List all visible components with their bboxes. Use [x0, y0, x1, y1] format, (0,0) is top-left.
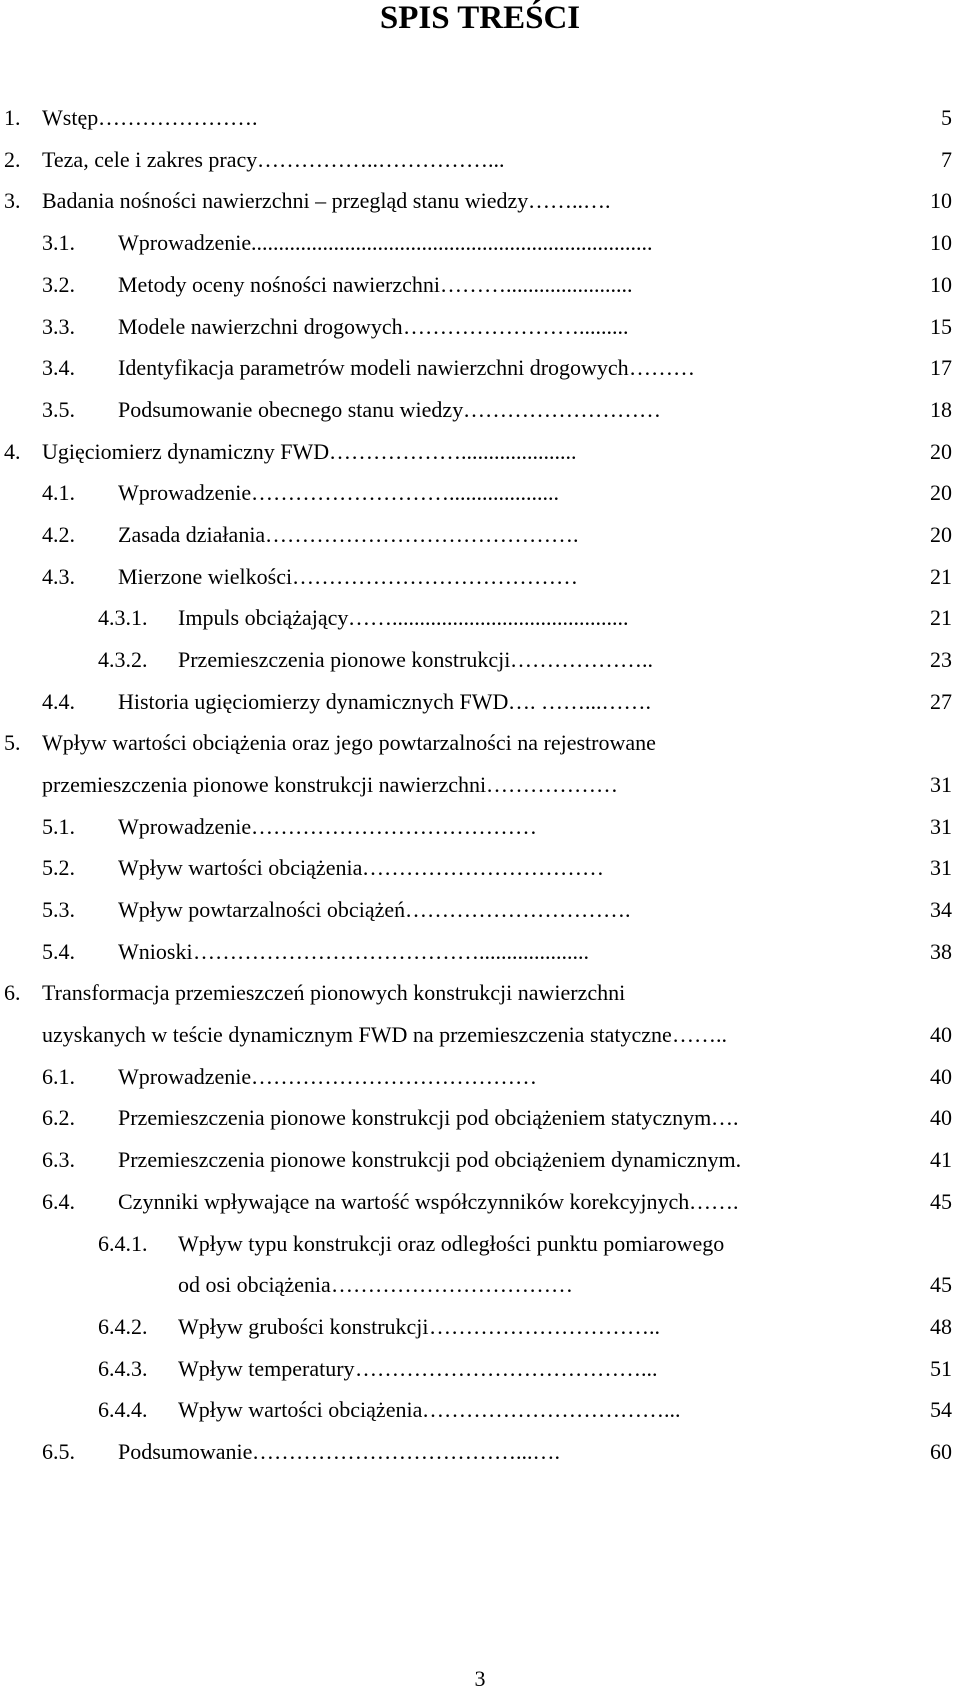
toc-entry-title: Teza, cele i zakres pracy	[42, 147, 258, 172]
toc-entry-number: 4.3.1.	[98, 605, 148, 630]
toc-entry	[4, 520, 952, 550]
toc-entry-page: 21	[930, 564, 952, 589]
toc-entry-leader: ……………..……………...	[257, 147, 505, 172]
toc-entry	[4, 1145, 952, 1175]
toc-entry-number: 3.5.	[42, 397, 75, 422]
toc-entry-number: 6.4.3.	[98, 1356, 148, 1381]
toc-entry-page: 10	[930, 272, 952, 297]
toc-entry-title: Wpływ typu konstrukcji oraz odległości punktu pomiarowego	[178, 1231, 725, 1256]
toc-entry-page: 31	[930, 814, 952, 839]
toc-entry-leader: ……………………………	[362, 855, 604, 880]
toc-entry-page: 18	[930, 397, 952, 422]
toc-entry-leader: ……………….....................	[329, 439, 577, 464]
toc-entry	[4, 1270, 952, 1300]
toc-entry-title: Metody oceny nośności nawierzchni	[118, 272, 440, 297]
toc-entry-leader: …………………………………	[251, 814, 537, 839]
toc-entry-page: 20	[930, 480, 952, 505]
toc-entry-title: Zasada działania	[118, 522, 266, 547]
toc-entry-page: 27	[930, 689, 952, 714]
toc-entry-title: Modele nawierzchni drogowych	[118, 314, 403, 339]
toc-entry-page: 40	[930, 1064, 952, 1089]
toc-entry-number: 5.3.	[42, 897, 75, 922]
toc-entry-leader: ………………	[486, 772, 618, 797]
toc-entry-number: 2.	[4, 147, 21, 172]
toc-entry-leader: ……………………………...	[422, 1397, 681, 1422]
toc-entry-page: 15	[930, 314, 952, 339]
toc-entry-leader: …….	[689, 1189, 739, 1214]
toc-entry-title: Wpływ wartości obciążenia	[118, 855, 363, 880]
toc-entry-number: 3.	[4, 188, 21, 213]
toc-entry-page: 10	[930, 230, 952, 255]
toc-entry-page: 45	[930, 1189, 952, 1214]
toc-entry-number: 6.3.	[42, 1147, 75, 1172]
toc-entry-page: 51	[930, 1356, 952, 1381]
toc-entry	[4, 853, 952, 883]
toc-entry	[4, 186, 952, 216]
toc-entry-number: 6.1.	[42, 1064, 75, 1089]
toc-entry-title: Podsumowanie	[118, 1439, 253, 1464]
toc-entry	[4, 437, 952, 467]
toc-entry-number: 6.2.	[42, 1105, 75, 1130]
toc-entry-title: Historia ugięciomierzy dynamicznych FWD	[118, 689, 509, 714]
toc-entry-page: 45	[930, 1272, 952, 1297]
toc-entry-number: 4.3.2.	[98, 647, 148, 672]
toc-entry-title: przemieszczenia pionowe konstrukcji nawierzchni	[42, 772, 487, 797]
toc-entry-page: 7	[941, 147, 952, 172]
toc-entry-title: Identyfikacja parametrów modeli nawierzchni drogowych	[118, 355, 629, 380]
toc-entry	[4, 312, 952, 342]
toc-entry	[4, 228, 952, 258]
toc-entry-title: Przemieszczenia pionowe konstrukcji pod obciążeniem statycznym	[118, 1105, 712, 1130]
toc-entry-title: Wpływ temperatury	[178, 1356, 355, 1381]
toc-entry-number: 5.1.	[42, 814, 75, 839]
toc-entry-leader: ………………………	[463, 397, 661, 422]
toc-entry-number: 3.3.	[42, 314, 75, 339]
toc-entry-number: 3.2.	[42, 272, 75, 297]
toc-entry-title: Wpływ wartości obciążenia	[178, 1397, 423, 1422]
toc-entry-page: 31	[930, 772, 952, 797]
toc-entry-page: 5	[941, 105, 952, 130]
toc-entry	[4, 1437, 952, 1467]
toc-entry-title: Podsumowanie obecnego stanu wiedzy	[118, 397, 464, 422]
toc-entry-page: 40	[930, 1022, 952, 1047]
toc-entry-leader: ………	[629, 355, 695, 380]
toc-entry-leader: …………………….........	[403, 314, 629, 339]
toc-entry	[4, 978, 952, 1008]
toc-entry-leader: ….	[711, 1105, 739, 1130]
toc-entry-page: 34	[930, 897, 952, 922]
toc-entry-leader: …………………………………	[251, 1064, 537, 1089]
toc-entry-title: Impuls obciążający	[178, 605, 349, 630]
toc-entry-title: Transformacja przemieszczeń pionowych konstrukcji nawierzchni	[42, 980, 626, 1005]
toc-entry	[4, 770, 952, 800]
toc-entry-number: 6.4.4.	[98, 1397, 148, 1422]
toc-entry-title: Wprowadzenie	[118, 480, 252, 505]
toc-entry	[4, 562, 952, 592]
toc-entry-number: 5.	[4, 730, 21, 755]
toc-entry-number: 4.2.	[42, 522, 75, 547]
toc-entry-page: 20	[930, 439, 952, 464]
toc-entry-page: 21	[930, 605, 952, 630]
toc-entry-number: 4.3.	[42, 564, 75, 589]
toc-entry	[4, 1312, 952, 1342]
toc-entry-leader: ……..	[672, 1022, 727, 1047]
toc-entry-leader: ……….......................	[440, 272, 633, 297]
toc-entry-page: 60	[930, 1439, 952, 1464]
toc-entry	[4, 1354, 952, 1384]
toc-entry-leader: ………………………………...….	[252, 1439, 560, 1464]
toc-entry-page: 31	[930, 855, 952, 880]
toc-entry-title: uzyskanych w teście dynamicznym FWD na przemieszczenia statyczne	[42, 1022, 672, 1047]
toc-entry-title: Wprowadzenie	[118, 230, 252, 255]
toc-entry-page: 17	[930, 355, 952, 380]
toc-entry-title: Wstęp	[42, 105, 99, 130]
toc-entry-number: 4.	[4, 439, 21, 464]
toc-entry	[4, 103, 952, 133]
toc-entry-title: Badania nośności nawierzchni – przegląd stanu wiedzy	[42, 188, 529, 213]
toc-entry	[4, 1229, 952, 1259]
toc-entry-page: 40	[930, 1105, 952, 1130]
page-title: SPIS TREŚCI	[379, 0, 581, 36]
toc-entry-number: 5.4.	[42, 939, 75, 964]
toc-entry-leader: .........................................................................	[251, 230, 653, 255]
toc-entry-page: 41	[930, 1147, 952, 1172]
toc-entry	[4, 645, 952, 675]
toc-entry	[4, 353, 952, 383]
toc-entry-number: 4.1.	[42, 480, 75, 505]
toc-entry-title: Przemieszczenia pionowe konstrukcji pod obciążeniem dynamicznym.	[118, 1147, 742, 1172]
toc-entry-number: 3.1.	[42, 230, 75, 255]
toc-entry-page: 23	[930, 647, 952, 672]
toc-entry-number: 5.2.	[42, 855, 75, 880]
toc-entry-title: Ugięciomierz dynamiczny FWD	[42, 439, 330, 464]
toc-entry-page: 10	[930, 188, 952, 213]
toc-entry-page: 38	[930, 939, 952, 964]
toc-entry-leader: …………………………………	[292, 564, 578, 589]
toc-entry	[4, 812, 952, 842]
toc-entry-title: od osi obciążenia	[178, 1272, 331, 1297]
toc-entry	[4, 687, 952, 717]
toc-entry-leader: …………………………………….	[265, 522, 579, 547]
toc-entry-leader: ……..….	[528, 188, 611, 213]
toc-entry	[4, 1062, 952, 1092]
toc-entry-number: 4.4.	[42, 689, 75, 714]
toc-entry	[4, 145, 952, 175]
toc-entry-page: 48	[930, 1314, 952, 1339]
toc-entry-leader: ………………..	[510, 647, 653, 672]
toc-entry-leader: …………………………………....................	[193, 939, 589, 964]
toc-entry-leader: ………………….	[98, 105, 258, 130]
toc-entry	[4, 1103, 952, 1133]
toc-entry	[4, 270, 952, 300]
toc-entry-leader: ………………………....................	[251, 480, 559, 505]
toc-entry-leader: ……………………………	[331, 1272, 573, 1297]
toc-entry-leader: ……...........................................	[348, 605, 629, 630]
toc-entry-page: 54	[930, 1397, 952, 1422]
toc-entry-number: 1.	[4, 105, 21, 130]
toc-entry-page: 20	[930, 522, 952, 547]
toc-entry-leader: ………………………….	[405, 897, 631, 922]
toc-entry-title: Wprowadzenie	[118, 1064, 252, 1089]
toc-entry	[4, 1395, 952, 1425]
toc-entry-number: 6.4.2.	[98, 1314, 148, 1339]
toc-entry	[4, 1020, 952, 1050]
toc-entry	[4, 395, 952, 425]
toc-entry	[4, 603, 952, 633]
toc-entry-title: Wnioski	[118, 939, 193, 964]
toc-entry-number: 6.4.1.	[98, 1231, 148, 1256]
toc-entry-title: Wpływ powtarzalności obciążeń	[118, 897, 406, 922]
toc-entry-leader: …. ……...…….	[508, 689, 651, 714]
toc-entry-number: 3.4.	[42, 355, 75, 380]
toc-entry-number: 6.5.	[42, 1439, 75, 1464]
page-number: 3	[474, 1666, 486, 1691]
toc-entry	[4, 478, 952, 508]
toc-entry-title: Przemieszczenia pionowe konstrukcji	[178, 647, 511, 672]
toc-entry-leader: …………………………..	[429, 1314, 660, 1339]
toc-entry	[4, 1187, 952, 1217]
toc-entry-number: 6.	[4, 980, 21, 1005]
toc-entry	[4, 937, 952, 967]
toc-entry-title: Wpływ wartości obciążenia oraz jego powtarzalności na rejestrowane	[42, 730, 656, 755]
toc-entry-title: Wpływ grubości konstrukcji	[178, 1314, 429, 1339]
toc-entry	[4, 895, 952, 925]
toc-entry-title: Czynniki wpływające na wartość współczynników korekcyjnych	[118, 1189, 690, 1214]
toc-entry-title: Mierzone wielkości	[118, 564, 293, 589]
toc-entry-leader: …………………………………...	[355, 1356, 658, 1381]
toc-entry-number: 6.4.	[42, 1189, 75, 1214]
toc-entry-title: Wprowadzenie	[118, 814, 252, 839]
toc-entry	[4, 728, 952, 758]
